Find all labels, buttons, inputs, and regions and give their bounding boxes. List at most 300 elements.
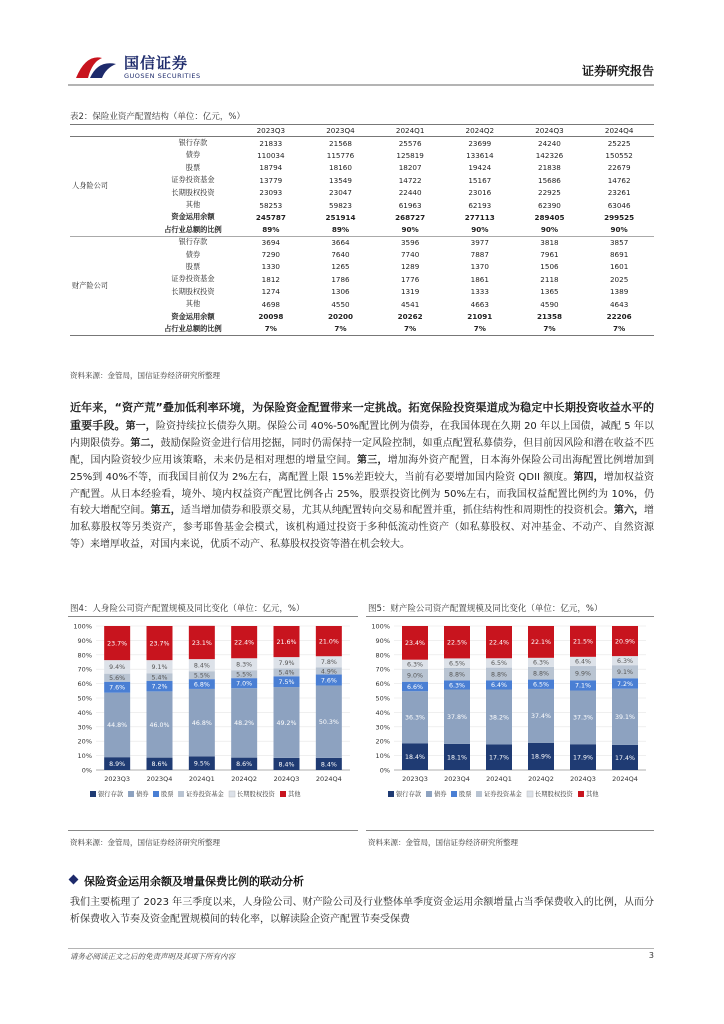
- table-cell: 7740: [400, 250, 420, 260]
- table-cell: 150552: [605, 150, 633, 160]
- table-row-label: 其他: [185, 200, 201, 210]
- figure-5-bottom-rule: [366, 830, 654, 831]
- y-tick-label: 60%: [77, 680, 92, 689]
- bar-data-label: 9.9%: [575, 670, 591, 678]
- bar-data-label: 23.4%: [404, 640, 426, 648]
- legend-swatch: [451, 791, 457, 797]
- y-tick-label: 0%: [379, 766, 390, 775]
- table-column-header: 2024Q3: [515, 125, 585, 137]
- table-cell: 7961: [540, 250, 559, 260]
- table-column-header: 2023Q3: [236, 125, 306, 137]
- bar-data-label: 7.6%: [320, 677, 337, 685]
- y-tick-label: 10%: [375, 752, 390, 761]
- table-cell: 1330: [261, 262, 280, 272]
- table-cell: 3694: [261, 237, 280, 247]
- table-cell: 63046: [607, 200, 631, 210]
- bar-data-label: 4.9%: [320, 668, 337, 676]
- bar-data-label: 8.9%: [109, 760, 126, 768]
- bar-data-label: 23.1%: [191, 639, 212, 647]
- table-cell: 4541: [400, 299, 420, 309]
- bar-data-label: 36.3%: [404, 714, 426, 722]
- table-cell: 15167: [468, 175, 492, 185]
- table-cell: 18794: [259, 163, 283, 173]
- body-paragraph: [70, 400, 654, 554]
- table-cell: 62193: [468, 200, 492, 210]
- footer-disclaimer: 请务必阅读正文之后的免责声明及其项下所有内容: [70, 952, 235, 961]
- table-cell: 7%: [515, 323, 585, 335]
- legend-label: 股票: [161, 791, 174, 798]
- table-row: [70, 286, 654, 298]
- bar-data-label: 46.0%: [149, 721, 170, 729]
- table-cell: 7%: [236, 323, 306, 335]
- y-tick-label: 70%: [77, 665, 92, 674]
- bar-data-label: 17.9%: [572, 754, 594, 762]
- allocation-table: [70, 124, 654, 336]
- x-tick-label: 2023Q3: [104, 775, 131, 783]
- bar-data-label: 18.9%: [530, 753, 552, 761]
- y-tick-label: 30%: [77, 723, 92, 732]
- table-cell: 1861: [470, 274, 489, 284]
- bar-data-label: 7.5%: [278, 678, 295, 686]
- bar-data-label: 37.8%: [446, 714, 468, 722]
- table-row: [70, 224, 654, 236]
- table-row: [70, 236, 654, 248]
- legend-label: 银行存款: [396, 791, 422, 798]
- table-row: [70, 261, 654, 273]
- figure-4-top-rule: [68, 616, 358, 617]
- table-row: [70, 310, 654, 322]
- table-row: [70, 298, 654, 310]
- table-column-header: 2024Q1: [375, 125, 445, 137]
- bar-data-label: 17.7%: [488, 754, 510, 762]
- table-cell: 115776: [326, 150, 355, 160]
- table-cell: 289405: [534, 212, 565, 222]
- body-point-text: 增加私募股权等另类资产，参考耶鲁基金会模式，该机构通过投资于多种低流动性资产（如私募股权、对冲基金、不动产、自然资源等）来增厚收益，对国内来说，优质不动产、私募股权投资等潜在机会较大。: [70, 505, 655, 551]
- bar-data-label: 18.1%: [446, 754, 468, 762]
- bar-data-label: 37.4%: [530, 713, 552, 721]
- table-cell: 61963: [398, 200, 422, 210]
- body-point-label: 第二，: [130, 437, 161, 449]
- x-tick-label: 2024Q1: [486, 775, 512, 783]
- bar-data-label: 21.6%: [276, 638, 297, 646]
- table-cell: 1274: [261, 287, 280, 297]
- y-tick-label: 40%: [375, 708, 390, 717]
- table-cell: 4550: [331, 299, 350, 309]
- table-row-label: 占行业总额的比例: [150, 323, 236, 335]
- table-cell: 7%: [445, 323, 515, 335]
- legend-swatch: [578, 791, 584, 797]
- table-cell: 1370: [470, 262, 489, 272]
- table-row: [70, 186, 654, 198]
- y-tick-label: 50%: [375, 694, 390, 703]
- x-tick-label: 2024Q3: [570, 775, 596, 783]
- table-cell: 22925: [538, 188, 561, 198]
- bar-data-label: 5.5%: [193, 672, 210, 680]
- table-cell: 277113: [464, 212, 495, 222]
- body-point-label: 第一，: [125, 420, 156, 432]
- table-cell: 1365: [540, 287, 559, 297]
- bar-data-label: 18.4%: [404, 754, 426, 762]
- table-cell: 23047: [329, 188, 352, 198]
- table-cell: 23261: [607, 188, 631, 198]
- table-corner-cell: [150, 125, 236, 137]
- table-cell: 3664: [331, 237, 350, 247]
- legend-swatch: [178, 791, 184, 797]
- legend-swatch: [229, 791, 235, 797]
- legend-swatch: [128, 791, 134, 797]
- bar-data-label: 9.4%: [109, 664, 126, 672]
- table-cell: 4590: [540, 299, 559, 309]
- x-tick-label: 2024Q2: [231, 775, 258, 783]
- legend-label: 证券投资基金: [186, 791, 224, 798]
- body-point-label: 第三，: [357, 454, 388, 466]
- table-cell: 90%: [515, 224, 585, 236]
- bar-data-label: 7.6%: [109, 684, 126, 692]
- bar-data-label: 5.5%: [236, 671, 253, 679]
- table-cell: 7640: [331, 250, 350, 260]
- bar-data-label: 8.8%: [491, 671, 507, 679]
- bar-data-label: 8.4%: [193, 662, 210, 670]
- legend-label: 长期股权投资: [237, 791, 275, 798]
- table-cell: 23093: [259, 188, 283, 198]
- bar-data-label: 9.1%: [151, 663, 168, 671]
- table-cell: 21838: [538, 163, 561, 173]
- table-column-header: 2024Q2: [445, 125, 515, 137]
- bar-data-label: 50.3%: [318, 718, 339, 726]
- legend-label: 债券: [136, 791, 149, 798]
- bar-data-label: 22.5%: [446, 639, 468, 647]
- section-paragraph: 我们主要梳理了 2023 年三季度以来，人身险公司、财产险公司及行业整体单季度资金运用余额增量占当季保费收入的比例，从而分析保费收入节奏及资金配置规模间的转化率，以解读险企资产配置节奏受保费: [70, 897, 654, 925]
- table-cell: 3818: [540, 237, 559, 247]
- table-cell: 299525: [604, 212, 635, 222]
- table-cell: 251914: [325, 212, 356, 222]
- section-heading: 保险资金运用余额及增量保费比例的联动分析: [84, 875, 304, 888]
- bar-data-label: 48.2%: [234, 720, 255, 728]
- table-cell: 1319: [400, 287, 420, 297]
- table-cell: 59823: [329, 200, 352, 210]
- table-row: [70, 162, 654, 174]
- bar-data-label: 6.6%: [407, 683, 423, 691]
- legend-swatch: [280, 791, 286, 797]
- table-cell: 19424: [468, 163, 492, 173]
- table-cell: 1601: [609, 262, 629, 272]
- y-tick-label: 50%: [77, 694, 92, 703]
- legend-label: 债券: [434, 791, 447, 798]
- bar-data-label: 38.2%: [488, 714, 510, 722]
- bar-data-label: 21.0%: [318, 638, 339, 646]
- x-tick-label: 2024Q2: [528, 775, 554, 783]
- table-cell: 133614: [466, 150, 494, 160]
- bar-data-label: 8.3%: [236, 661, 253, 669]
- table-cell: 21358: [536, 312, 562, 322]
- y-tick-label: 40%: [77, 708, 92, 717]
- bar-data-label: 6.3%: [533, 659, 549, 667]
- header-divider: [68, 84, 654, 86]
- body-point-label: 第四，: [573, 471, 604, 483]
- legend-swatch: [90, 791, 96, 797]
- table-cell: 21833: [259, 138, 283, 148]
- bar-data-label: 9.5%: [193, 760, 210, 768]
- table-cell: 7%: [306, 323, 376, 335]
- table-row: [70, 273, 654, 285]
- table-cell: 1265: [331, 262, 350, 272]
- bar-data-label: 7.2%: [151, 683, 168, 691]
- bar-data-label: 6.4%: [575, 658, 591, 666]
- table-cell: 2025: [609, 274, 629, 284]
- figure-5-source: 资料来源：金管局，国信证券经济研究所整理: [368, 838, 518, 847]
- y-tick-label: 0%: [81, 766, 92, 775]
- bar-data-label: 7.0%: [236, 680, 253, 688]
- table-cell: 3857: [609, 237, 629, 247]
- table-cell: 7%: [375, 323, 445, 335]
- bar-data-label: 7.8%: [320, 659, 337, 667]
- x-tick-label: 2024Q4: [612, 775, 638, 783]
- table-corner-cell: [70, 125, 150, 137]
- figure-5-chart: [366, 618, 654, 828]
- table-cell: 14762: [607, 175, 631, 185]
- table-row-label: 证券投资基金: [171, 175, 215, 185]
- legend-swatch: [527, 791, 533, 797]
- bar-data-label: 6.3%: [617, 657, 633, 665]
- bar-data-label: 9.0%: [407, 672, 423, 680]
- x-tick-label: 2024Q1: [188, 775, 215, 783]
- y-tick-label: 90%: [375, 636, 390, 645]
- table-cell: 7%: [584, 323, 654, 335]
- y-tick-label: 90%: [77, 636, 92, 645]
- table-cell: 18160: [329, 163, 352, 173]
- table-column-header: 2023Q4: [306, 125, 376, 137]
- report-type: 证券研究报告: [581, 64, 654, 78]
- bar-data-label: 8.8%: [533, 670, 549, 678]
- table-cell: 14722: [398, 175, 422, 185]
- bar-data-label: 8.4%: [320, 761, 337, 769]
- body-point-text: 鼓励保险资金进行信用挖掘，同时仍需保持一定风险控制，如重点配置私募债券，但目前因风险和潜在收益不匹配，国内险资较少应用该策略，未来仍是相对理想的增量空间。: [70, 437, 655, 466]
- bar-data-label: 23.7%: [149, 640, 170, 648]
- table-cell: 2118: [540, 274, 559, 284]
- table-row: [70, 199, 654, 211]
- x-tick-label: 2023Q4: [444, 775, 470, 783]
- table-cell: 7290: [261, 250, 280, 260]
- table-row-label: 股票: [185, 162, 201, 172]
- bar-data-label: 6.8%: [193, 681, 210, 689]
- table-cell: 13549: [329, 175, 352, 185]
- table-cell: 20200: [327, 312, 353, 322]
- y-tick-label: 80%: [375, 651, 390, 660]
- legend-label: 股票: [459, 791, 472, 798]
- body-point-label: 第五，: [150, 505, 181, 517]
- body-point-text: 增加权益资产配置。从日本经验看，境外、境内权益资产配置比例各占 25%，股票投资比例为 50%左右，而我国权益配置比例约为 10%，仍有较大增配空间。: [70, 471, 655, 517]
- table-cell: 89%: [236, 224, 306, 236]
- table-cell: 24240: [538, 138, 561, 148]
- table-row-label: 资金运用余额: [171, 212, 215, 222]
- table-cell: 1506: [540, 262, 559, 272]
- bar-data-label: 9.1%: [617, 669, 633, 677]
- table-cell: 268727: [395, 212, 426, 222]
- y-tick-label: 10%: [77, 752, 92, 761]
- body-point-text: 险资持续拉长债券久期。保险公司 40%-50%配置比例为债券，在我国体现在久期 20 年以上国债，减配 5 年以内期限债券。: [70, 420, 655, 449]
- table-cell: 4643: [609, 299, 629, 309]
- y-tick-label: 80%: [77, 651, 92, 660]
- body-point-text: 增加海外资产配置，日本海外保险公司出海配置比例增加到 25%到 40%不等，而我国目前仅为 2%左右，离配置上限 15%差距较大，当前有必要增加国内险资 QDII 额度。: [70, 454, 654, 483]
- y-tick-label: 20%: [375, 737, 390, 746]
- table-cell: 18207: [398, 163, 422, 173]
- table-cell: 20262: [397, 312, 423, 322]
- table-cell: 90%: [584, 224, 654, 236]
- table-cell: 58253: [259, 200, 283, 210]
- bar-data-label: 20.9%: [614, 638, 636, 646]
- legend-label: 其他: [288, 791, 301, 798]
- legend-swatch: [388, 791, 394, 797]
- bar-data-label: 22.4%: [234, 639, 255, 647]
- bar-data-label: 7.1%: [575, 682, 591, 690]
- bar-data-label: 22.4%: [488, 639, 510, 647]
- x-tick-label: 2024Q3: [273, 775, 300, 783]
- table-row-label: 银行存款: [178, 138, 208, 148]
- y-tick-label: 20%: [77, 737, 92, 746]
- bar-data-label: 8.6%: [151, 761, 168, 769]
- table-cell: 4698: [261, 299, 280, 309]
- table-cell: 15686: [538, 175, 561, 185]
- table-cell: 1389: [609, 287, 629, 297]
- brand-name-en: GUOSEN SECURITIES: [124, 72, 201, 80]
- bar-data-label: 7.2%: [617, 680, 633, 688]
- legend-label: 长期股权投资: [535, 791, 573, 798]
- table-cell: 25225: [607, 138, 631, 148]
- table-row-label: 其他: [185, 299, 201, 309]
- table-cell: 23016: [468, 188, 492, 198]
- bar-data-label: 6.3%: [407, 661, 423, 669]
- table-row-label: 占行业总额的比例: [150, 224, 236, 236]
- table-cell: 1333: [470, 287, 489, 297]
- bar-data-label: 46.8%: [191, 719, 212, 727]
- body-point-label: 第六，: [613, 505, 645, 517]
- bar-data-label: 23.7%: [107, 640, 128, 648]
- table-cell: 1776: [400, 274, 420, 284]
- figure-5-top-rule: [366, 616, 654, 617]
- table-row: [70, 137, 654, 149]
- table-cell: 1289: [400, 262, 420, 272]
- table-cell: 20098: [258, 312, 284, 322]
- table-cell: 8691: [609, 250, 629, 260]
- table-cell: 4663: [470, 299, 489, 309]
- bar-data-label: 7.9%: [278, 660, 295, 668]
- diamond-bullet-icon: [69, 875, 79, 885]
- table-row-label: 长期股权投资: [171, 187, 215, 197]
- table-cell: 7887: [470, 250, 489, 260]
- footer-divider: [68, 948, 654, 949]
- bar-data-label: 5.4%: [278, 669, 295, 677]
- table-cell: 22440: [398, 188, 422, 198]
- legend-swatch: [153, 791, 159, 797]
- table-cell: 21091: [467, 312, 493, 322]
- table-cell: 3596: [400, 237, 420, 247]
- table-row-label: 资金运用余额: [171, 311, 215, 321]
- table-row: [70, 248, 654, 260]
- table-row: [70, 211, 654, 223]
- table-row: [70, 149, 654, 161]
- y-tick-label: 100%: [73, 622, 92, 631]
- table-cell: 25576: [398, 138, 422, 148]
- body-intro: 近年来，“资产荒”叠加低利率环境，为保险资金配置带来一定挑战。拓宽保险投资渠道成为稳定中长期投资收益水平的重要手段。: [70, 401, 654, 432]
- table-row-label: 债券: [185, 249, 201, 259]
- x-tick-label: 2023Q4: [146, 775, 173, 783]
- table-header-row: [70, 125, 654, 137]
- legend-label: 证券投资基金: [484, 791, 522, 798]
- bar-data-label: 8.4%: [278, 761, 295, 769]
- y-tick-label: 30%: [375, 723, 390, 732]
- brand-name: 国信证券: [124, 54, 189, 72]
- table-cell: 90%: [375, 224, 445, 236]
- figure-4-bottom-rule: [68, 830, 358, 831]
- table-row-label: 股票: [185, 261, 201, 271]
- table-column-header: 2024Q4: [584, 125, 654, 137]
- table-cell: 62390: [538, 200, 561, 210]
- figure-4-chart: [68, 618, 358, 828]
- y-tick-label: 100%: [371, 622, 390, 631]
- table-cell: 1306: [331, 287, 350, 297]
- figure-4-title: 图4：人身险公司资产配置规模及同比变化（单位：亿元，%）: [70, 604, 305, 614]
- y-tick-label: 60%: [375, 680, 390, 689]
- table-cell: 1812: [261, 274, 280, 284]
- table-row-label: 长期股权投资: [171, 286, 215, 296]
- body-point-text: 适当增加债券和股票交易，尤其从纯配置转向交易和配置并重，抓住结构性和周期性的投资机会。: [180, 505, 614, 517]
- page-number: 3: [648, 951, 654, 960]
- bar-data-label: 6.5%: [533, 681, 549, 689]
- x-tick-label: 2023Q3: [402, 775, 428, 783]
- bar-data-label: 6.3%: [449, 682, 465, 690]
- bar-data-label: 5.6%: [109, 674, 126, 682]
- bar-data-label: 5.4%: [151, 674, 168, 682]
- bar-data-label: 22.1%: [530, 639, 552, 647]
- bar-data-label: 6.4%: [491, 682, 507, 690]
- table-cell: 23699: [468, 138, 492, 148]
- table-cell: 110034: [257, 150, 285, 160]
- bar-data-label: 6.5%: [449, 660, 465, 668]
- table-group-label: 人身险公司: [70, 137, 150, 236]
- bar-data-label: 8.8%: [449, 671, 465, 679]
- bar-data-label: 37.3%: [572, 714, 594, 722]
- table-cell: 22679: [607, 163, 631, 173]
- x-tick-label: 2024Q4: [315, 775, 342, 783]
- table-row-label: 银行存款: [178, 237, 208, 247]
- table-source: 资料来源：金管局，国信证券经济研究所整理: [70, 371, 220, 380]
- legend-label: 其他: [586, 791, 599, 798]
- table-cell: 125819: [396, 150, 424, 160]
- table-cell: 142326: [535, 150, 564, 160]
- y-tick-label: 70%: [375, 665, 390, 674]
- bar-data-label: 49.2%: [276, 719, 297, 727]
- table-cell: 21568: [329, 138, 352, 148]
- table-cell: 245787: [255, 212, 286, 222]
- figure-4-source: 资料来源：金管局，国信证券经济研究所整理: [70, 838, 220, 847]
- table-group-label: 财产险公司: [70, 236, 150, 335]
- legend-label: 银行存款: [98, 791, 124, 798]
- bar-data-label: 39.1%: [614, 714, 636, 722]
- bar-data-label: 44.8%: [107, 722, 128, 730]
- table-cell: 90%: [445, 224, 515, 236]
- legend-swatch: [426, 791, 432, 797]
- table-row: [70, 323, 654, 335]
- table-cell: 13779: [259, 175, 283, 185]
- table-title: 表2：保险业资产配置结构（单位：亿元，%）: [70, 112, 245, 122]
- bar-data-label: 8.6%: [236, 761, 253, 769]
- figure-5-title: 图5：财产险公司资产配置规模及同比变化（单位：亿元，%）: [368, 604, 603, 614]
- table-row-label: 债券: [185, 150, 201, 160]
- table-cell: 89%: [306, 224, 376, 236]
- table-row: [70, 174, 654, 186]
- legend-swatch: [476, 791, 482, 797]
- bar-data-label: 6.5%: [491, 660, 507, 668]
